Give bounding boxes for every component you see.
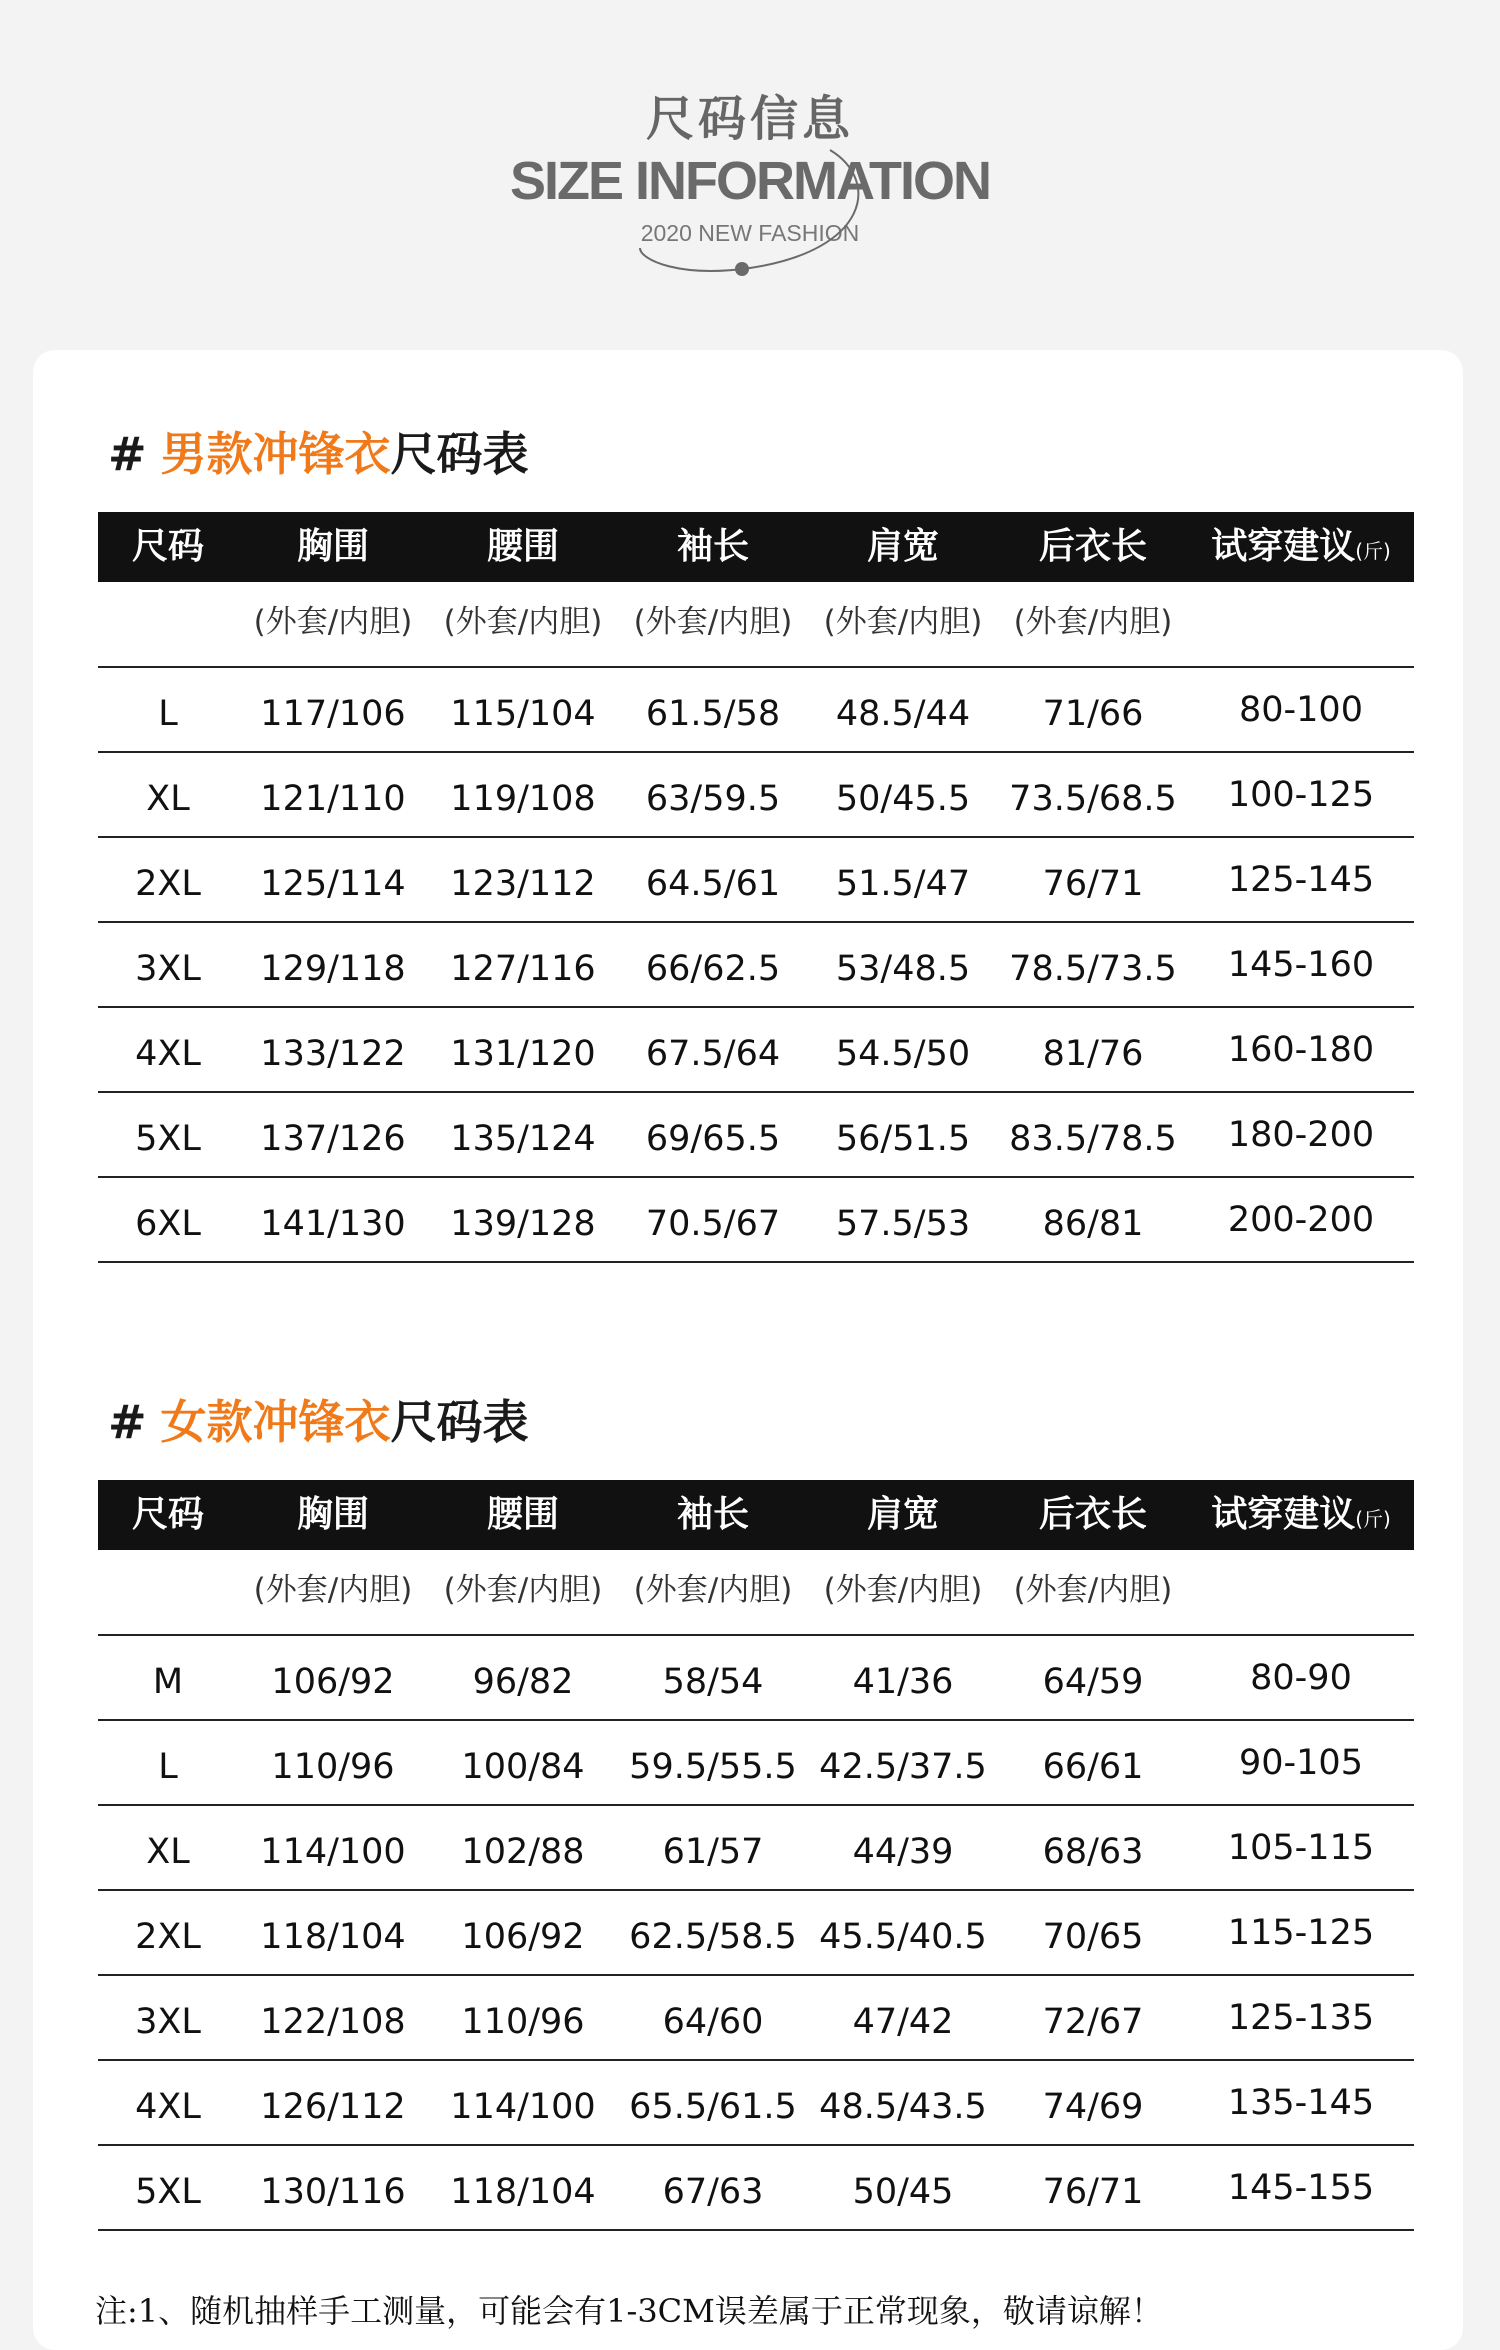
men-table-subheader [98, 582, 1414, 668]
table-cell: 110/96 [271, 1747, 395, 1787]
table-row [98, 668, 1414, 753]
table-cell: 130/116 [260, 2172, 406, 2212]
col-recommend [1188, 1480, 1414, 1550]
table-cell: 68/63 [1042, 1832, 1144, 1872]
men-section-title [108, 418, 529, 484]
size-cell: 2XL [135, 1917, 201, 1957]
page-header [0, 0, 1500, 340]
subheader-cell: (外套/内胆) [633, 1572, 793, 1608]
unit-label: (斤) [1355, 539, 1391, 563]
size-cell: 4XL [135, 1034, 201, 1074]
men-title-rest: 尺码表 [390, 427, 529, 481]
table-cell: 135-145 [1227, 2083, 1375, 2123]
women-table-body [98, 1636, 1414, 2231]
table-cell: 50/45 [852, 2172, 954, 2212]
table-cell: 50/45.5 [835, 779, 971, 819]
table-cell: 65.5/61.5 [629, 2087, 797, 2127]
subheader-cell: (外套/内胆) [253, 604, 413, 640]
col-back-length: 后衣长 [1038, 1494, 1147, 1535]
table-cell: 141/130 [260, 1204, 406, 1244]
table-cell: 66/62.5 [645, 949, 781, 989]
men-size-table [98, 512, 1414, 1263]
table-row [98, 1636, 1414, 1721]
table-cell: 106/92 [271, 1662, 395, 1702]
unit-label: (斤) [1355, 1507, 1391, 1531]
men-table-header [98, 512, 1414, 582]
table-cell: 145-160 [1227, 945, 1375, 985]
col-waist: 腰围 [486, 526, 559, 567]
table-cell: 114/100 [450, 2087, 596, 2127]
table-row [98, 753, 1414, 838]
table-cell: 76/71 [1042, 864, 1144, 904]
size-cell: M [152, 1662, 184, 1702]
table-row [98, 1721, 1414, 1806]
table-cell: 118/104 [450, 2172, 596, 2212]
size-cell: L [158, 1747, 178, 1787]
size-cell: 3XL [135, 949, 201, 989]
table-cell: 44/39 [852, 1832, 954, 1872]
women-size-table [98, 1480, 1414, 2231]
table-cell: 76/71 [1042, 2172, 1144, 2212]
size-cell: 3XL [135, 2002, 201, 2042]
table-cell: 67.5/64 [645, 1034, 781, 1074]
table-cell: 74/69 [1042, 2087, 1144, 2127]
table-cell: 42.5/37.5 [819, 1747, 987, 1787]
table-row [98, 2061, 1414, 2146]
size-cell: XL [146, 1832, 190, 1872]
table-row [98, 838, 1414, 923]
subheader-cell: (外套/内胆) [823, 604, 983, 640]
table-cell: 66/61 [1042, 1747, 1144, 1787]
table-cell: 125/114 [260, 864, 406, 904]
hash-mark: # [108, 1395, 147, 1449]
table-cell: 61.5/58 [645, 694, 781, 734]
table-cell: 135/124 [450, 1119, 596, 1159]
table-cell: 70.5/67 [645, 1204, 781, 1244]
col-size: 尺码 [131, 526, 204, 567]
subheader-cell: (外套/内胆) [443, 604, 603, 640]
col-chest: 胸围 [296, 1494, 369, 1535]
table-cell: 123/112 [450, 864, 596, 904]
table-cell: 117/106 [260, 694, 406, 734]
size-cell: 5XL [135, 2172, 201, 2212]
subheader-cell: (外套/内胆) [1013, 604, 1173, 640]
table-cell: 56/51.5 [835, 1119, 971, 1159]
size-cell: 5XL [135, 1119, 201, 1159]
women-table-subheader [98, 1550, 1414, 1636]
table-cell: 72/67 [1042, 2002, 1144, 2042]
table-cell: 180-200 [1227, 1115, 1375, 1155]
women-section-title [108, 1386, 529, 1452]
col-sleeve: 袖长 [676, 1494, 749, 1535]
table-cell: 105-115 [1227, 1828, 1375, 1868]
table-row [98, 1976, 1414, 2061]
header-title-cn: 尺码信息 [645, 91, 854, 147]
table-cell: 70/65 [1042, 1917, 1144, 1957]
table-cell: 81/76 [1042, 1034, 1144, 1074]
hash-mark: # [108, 427, 147, 481]
table-cell: 78.5/73.5 [1009, 949, 1177, 989]
table-row [98, 1891, 1414, 1976]
col-shoulder: 肩宽 [866, 1494, 939, 1535]
table-cell: 83.5/78.5 [1009, 1119, 1177, 1159]
table-cell: 61/57 [662, 1832, 764, 1872]
col-size: 尺码 [131, 1494, 204, 1535]
table-cell: 121/110 [260, 779, 406, 819]
table-cell: 133/122 [260, 1034, 406, 1074]
table-cell: 118/104 [260, 1917, 406, 1957]
col-shoulder: 肩宽 [866, 526, 939, 567]
table-cell: 47/42 [852, 2002, 954, 2042]
table-cell: 64.5/61 [645, 864, 781, 904]
table-cell: 45.5/40.5 [819, 1917, 987, 1957]
women-title-rest: 尺码表 [390, 1395, 529, 1449]
table-cell: 53/48.5 [835, 949, 971, 989]
table-row [98, 1806, 1414, 1891]
women-title-accent: 女款冲锋衣 [160, 1395, 391, 1449]
table-cell: 100-125 [1227, 775, 1375, 815]
subheader-cell: (外套/内胆) [1013, 1572, 1173, 1608]
table-row [98, 1093, 1414, 1178]
table-cell: 102/88 [461, 1832, 585, 1872]
table-cell: 137/126 [260, 1119, 406, 1159]
size-cell: 4XL [135, 2087, 201, 2127]
table-cell: 69/65.5 [645, 1119, 781, 1159]
size-cell: 2XL [135, 864, 201, 904]
recommend-label: 试穿建议 [1211, 1494, 1356, 1535]
table-cell: 127/116 [450, 949, 596, 989]
table-row [98, 923, 1414, 1008]
recommend-label: 试穿建议 [1211, 526, 1356, 567]
table-cell: 96/82 [472, 1662, 574, 1702]
subheader-cell: (外套/内胆) [253, 1572, 413, 1608]
table-cell: 71/66 [1042, 694, 1144, 734]
table-cell: 51.5/47 [835, 864, 971, 904]
men-table-body [98, 668, 1414, 1263]
col-waist: 腰围 [486, 1494, 559, 1535]
table-cell: 100/84 [461, 1747, 585, 1787]
table-cell: 131/120 [450, 1034, 596, 1074]
footnote: 注:1、随机抽样手工测量，可能会有1-3CM误差属于正常现象，敬请谅解！ [95, 2292, 1163, 2330]
subheader-cell: (外套/内胆) [633, 604, 793, 640]
table-cell: 119/108 [450, 779, 596, 819]
table-cell: 110/96 [461, 2002, 585, 2042]
header-subtitle: 2020 NEW FASHION [640, 220, 860, 246]
subheader-cell: (外套/内胆) [443, 1572, 603, 1608]
size-cell: L [158, 694, 178, 734]
table-cell: 64/60 [662, 2002, 764, 2042]
header-title-en: SIZE INFORMATION [510, 151, 990, 211]
table-cell: 63/59.5 [645, 779, 781, 819]
table-cell: 122/108 [260, 2002, 406, 2042]
swoosh-ornament-icon [620, 140, 880, 280]
table-cell: 160-180 [1227, 1030, 1375, 1070]
table-cell: 59.5/55.5 [629, 1747, 797, 1787]
women-table-header [98, 1480, 1414, 1550]
table-cell: 145-155 [1227, 2168, 1375, 2208]
size-cell: XL [146, 779, 190, 819]
col-back-length: 后衣长 [1038, 526, 1147, 567]
table-cell: 114/100 [260, 1832, 406, 1872]
table-cell: 115/104 [450, 694, 596, 734]
table-cell: 48.5/44 [835, 694, 971, 734]
col-sleeve: 袖长 [676, 526, 749, 567]
table-cell: 129/118 [260, 949, 406, 989]
col-recommend [1188, 512, 1414, 582]
subheader-cell: (外套/内胆) [823, 1572, 983, 1608]
table-cell: 125-145 [1227, 860, 1375, 900]
size-cell: 6XL [135, 1204, 201, 1244]
table-cell: 62.5/58.5 [629, 1917, 797, 1957]
table-cell: 73.5/68.5 [1009, 779, 1177, 819]
table-cell: 80-100 [1239, 690, 1363, 730]
table-cell: 41/36 [852, 1662, 954, 1702]
table-cell: 57.5/53 [835, 1204, 971, 1244]
table-cell: 126/112 [260, 2087, 406, 2127]
table-cell: 200-200 [1227, 1200, 1375, 1240]
table-cell: 125-135 [1227, 1998, 1375, 2038]
table-cell: 48.5/43.5 [819, 2087, 987, 2127]
table-cell: 115-125 [1227, 1913, 1375, 1953]
col-chest: 胸围 [296, 526, 369, 567]
table-cell: 64/59 [1042, 1662, 1144, 1702]
table-cell: 106/92 [461, 1917, 585, 1957]
table-cell: 80-90 [1250, 1658, 1352, 1698]
table-cell: 139/128 [450, 1204, 596, 1244]
table-cell: 58/54 [662, 1662, 764, 1702]
table-cell: 67/63 [662, 2172, 764, 2212]
table-cell: 54.5/50 [835, 1034, 971, 1074]
men-title-accent: 男款冲锋衣 [160, 427, 391, 481]
table-cell: 90-105 [1239, 1743, 1363, 1783]
table-row [98, 2146, 1414, 2231]
table-row [98, 1008, 1414, 1093]
table-row [98, 1178, 1414, 1263]
table-cell: 86/81 [1042, 1204, 1144, 1244]
